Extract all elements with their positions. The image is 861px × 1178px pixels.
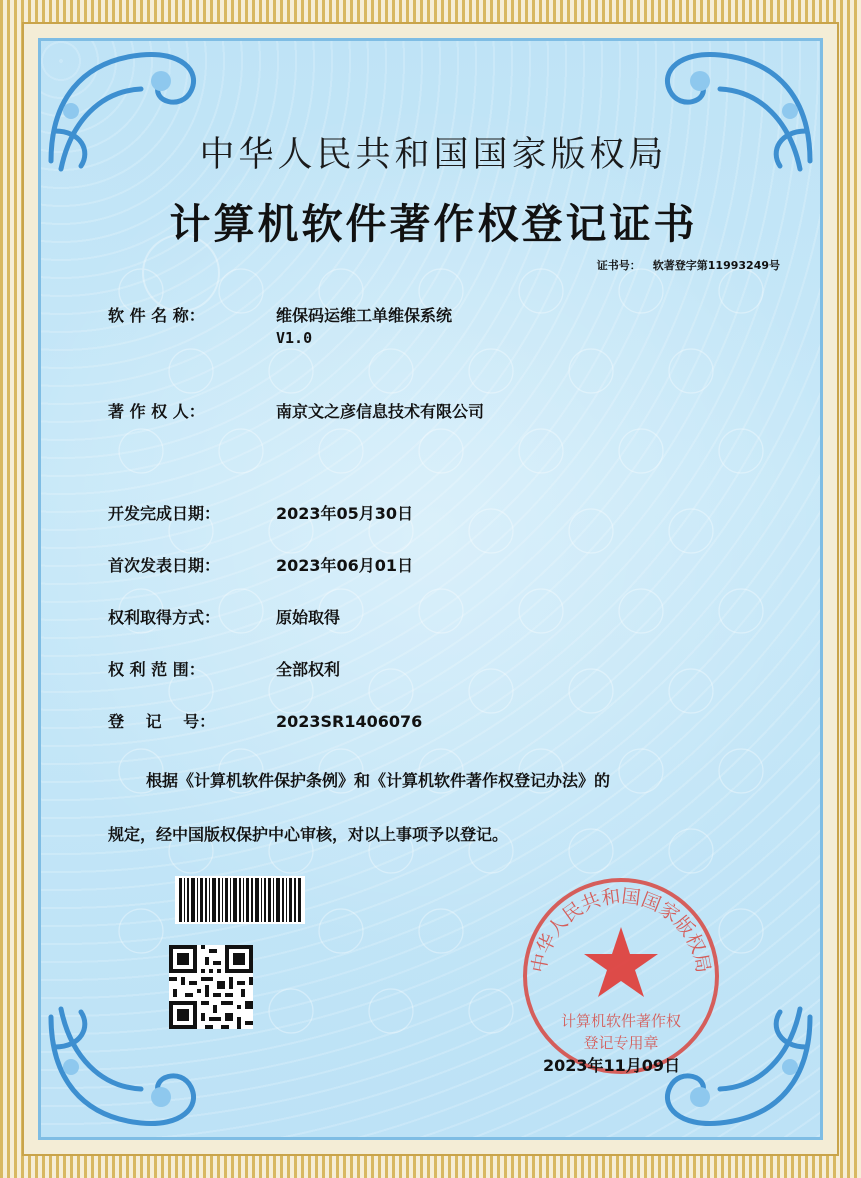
software-version: V1.0 [276,329,313,347]
seal-inner-line-2: 登记专用章 [583,1034,659,1052]
owner-label: 著 作 权 人： [108,402,205,421]
publish-date-row [108,553,413,576]
publish-date-value: 2023年06月01日 [276,556,414,575]
rights-method-row [108,605,340,628]
owner-value: 南京文之彦信息技术有限公司 [276,402,485,421]
publish-date-label: 首次发表日期： [108,556,221,575]
seal-inner-line-1: 计算机软件著作权 [560,1012,682,1030]
statement-line-2: 规定，经中国版权保护中心审核，对以上事项予以登记。 [108,825,509,844]
software-name-row [108,303,453,347]
software-name-value: 维保码运维工单维保系统 [276,306,453,325]
rights-method-value: 原始取得 [276,608,341,627]
cert-no-value: 软著登字第11993249号 [652,259,780,272]
registration-number-value: 2023SR1406076 [276,712,423,731]
owner-row [108,399,484,422]
rights-method-label: 权利取得方式： [108,608,221,627]
issue-date: 2023年11月09日 [543,1056,681,1075]
rights-scope-row [108,657,340,680]
rights-scope-value: 全部权利 [276,660,341,679]
dev-date-value: 2023年05月30日 [276,504,414,523]
issuer-heading: 中华人民共和国国家版权局 [199,135,668,175]
certificate-number [585,257,780,273]
software-name-label: 软 件 名 称： [108,306,205,325]
certificate-paper [38,38,823,1140]
statement-line-1: 根据《计算机软件保护条例》和《计算机软件著作权登记办法》的 [146,771,611,790]
seal-ring-text: 中华人民共和国国家版权局 [527,885,715,975]
seal-star-icon [584,927,658,997]
qr-code [169,945,253,1029]
registration-number-label: 登 记 号： [108,712,216,731]
registration-number-row [108,709,422,732]
dev-date-label: 开发完成日期： [108,504,221,523]
barcode [175,876,305,924]
rights-scope-label: 权 利 范 围： [108,660,205,679]
cert-no-label: 证书号： [596,259,641,272]
official-seal [516,871,726,1081]
certificate-title: 计算机软件著作权登记证书 [169,200,698,248]
dev-date-row [108,501,413,524]
